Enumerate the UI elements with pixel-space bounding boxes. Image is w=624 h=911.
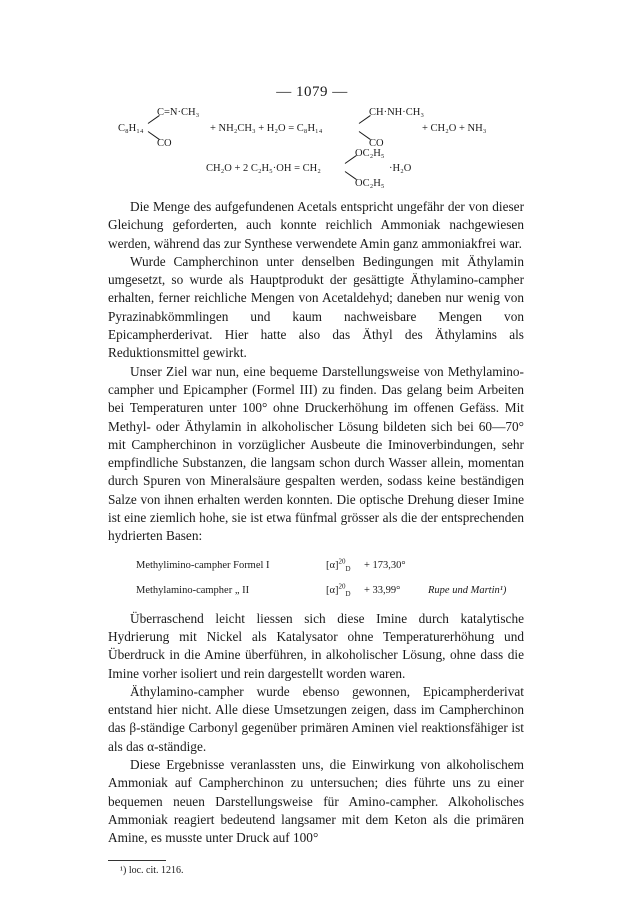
paragraph: Wurde Campherchinon unter denselben Bedingungen mit Äthylamin umgesetzt, so wurde als Hauptprodukt der gesättigte Äthylamino-campher erhalten, ferner reichliche Mengen von Acetaldehyd; daneben nur wenig von Pyrazinabkömmlingen und kaum nachweisbare Mengen von Epicampherderivat. Hier hatte also das Äthyl des Äthylamins als Reduktionsmittel gewirkt. <box>108 253 524 361</box>
paragraph: Diese Ergebnisse veranlassten uns, die Einwirkung von alkoholischem Ammoniak auf Campherchinon zu untersuchen; dies führte uns zu einer bequemen neuen Darstellungsweise für Amino-campher. Alkoholisches Ammoniak reagiert bedeutend langsamer mit dem Keton als die primären Amine, es musste unter Druck auf 100° <box>108 757 524 846</box>
rotation-table <box>136 555 524 605</box>
footnote: ¹) loc. cit. 1216. <box>120 865 184 876</box>
rotation-symbol: $[\alpha]^{20}_D$ <box>326 582 351 598</box>
rotation-symbol: $[\alpha]^{20}_D$ <box>326 557 351 573</box>
eq2-top: OC₂H₅ <box>355 148 385 159</box>
paragraph: Die Menge des aufgefundenen Acetals entspricht ungefähr der von dieser Gleichung geforderten, auch konnte reichlich Ammoniak nachgewiesen werden, während das zur Synthese verwendete Amin ganz ammoniakfrei war. <box>108 199 524 251</box>
rotation-reference: Rupe und Martin¹) <box>428 584 507 596</box>
eq2-left: CH₂O + 2 C₂H₅·OH = CH₂ <box>206 163 321 174</box>
compound-name: Methylimino-campher Formel I <box>136 559 270 571</box>
body-text <box>108 198 524 848</box>
eq2-suffix: ·H₂O <box>389 163 412 174</box>
eq1-left-prefix: C₈H₁₄ <box>118 123 144 134</box>
eq1-right-bottom: CO <box>369 138 384 149</box>
paragraph: Äthylamino-campher wurde ebenso gewonnen, Epicampherderivat entstand hier nicht. Alle diese Umsetzungen zeigen, dass im Campherchinon das β-ständige Carbonyl gegenüber primären Aminen viel reaktionsfähiger ist als das α-ständige. <box>108 683 524 754</box>
eq1-right-top: CH·NH·CH₃ <box>369 107 424 118</box>
rotation-row <box>136 580 524 605</box>
footnote-rule <box>108 860 166 861</box>
eq1-middle: + NH₂CH₃ + H₂O = C₈H₁₄ <box>210 123 323 134</box>
eq1-left-top: C=N·CH₃ <box>157 107 200 118</box>
compound-name: Methylamino-campher „ II <box>136 584 250 596</box>
eq1-left-bottom: CO <box>157 138 172 149</box>
rotation-value: + 33,99° <box>364 584 401 596</box>
paragraph: Überraschend leicht liessen sich diese Imine durch katalytische Hydrierung mit Nickel als Katalysator ohne Temperaturerhöhung und Überdruck in die Amine überführen, in alkoholischer Lösung, ohne dass die Imine vorher isoliert und rein dargestellt worden waren. <box>108 610 524 681</box>
page-number: — 1079 — <box>276 84 348 100</box>
eq1-right-suffix: + CH₂O + NH₃ <box>422 123 487 134</box>
eq2-bottom: OC₂H₅ <box>355 178 385 189</box>
paragraph: Unser Ziel war nun, eine bequeme Darstellungsweise von Methylamino-campher und Epicampher (Formel III) zu finden. Das gelang beim Arbeiten bei Temperaturen unter 100° ohne Druckerhöhung im offenen Gefäss. Mit Methyl- oder Äthylamin in alkoholischer Lösung bildeten sich bei 60—70° mit Campherchinon in vorzüglicher Ausbeute die Iminoverbindungen, sehr empfindliche Substanzen, die langsam schon durch Wasser allein, momentan durch Spuren von Mineralsäure gespalten werden, sodass keine beständigen Salze von ihnen erhalten werden konnten. Die optische Drehung dieser Imine ist eine ziemlich hohe, sie ist etwa fünfmal grösser als die der entsprechenden hydrierten Basen: <box>108 363 524 544</box>
rotation-row <box>136 555 524 580</box>
rotation-value: + 173,30° <box>364 559 406 571</box>
